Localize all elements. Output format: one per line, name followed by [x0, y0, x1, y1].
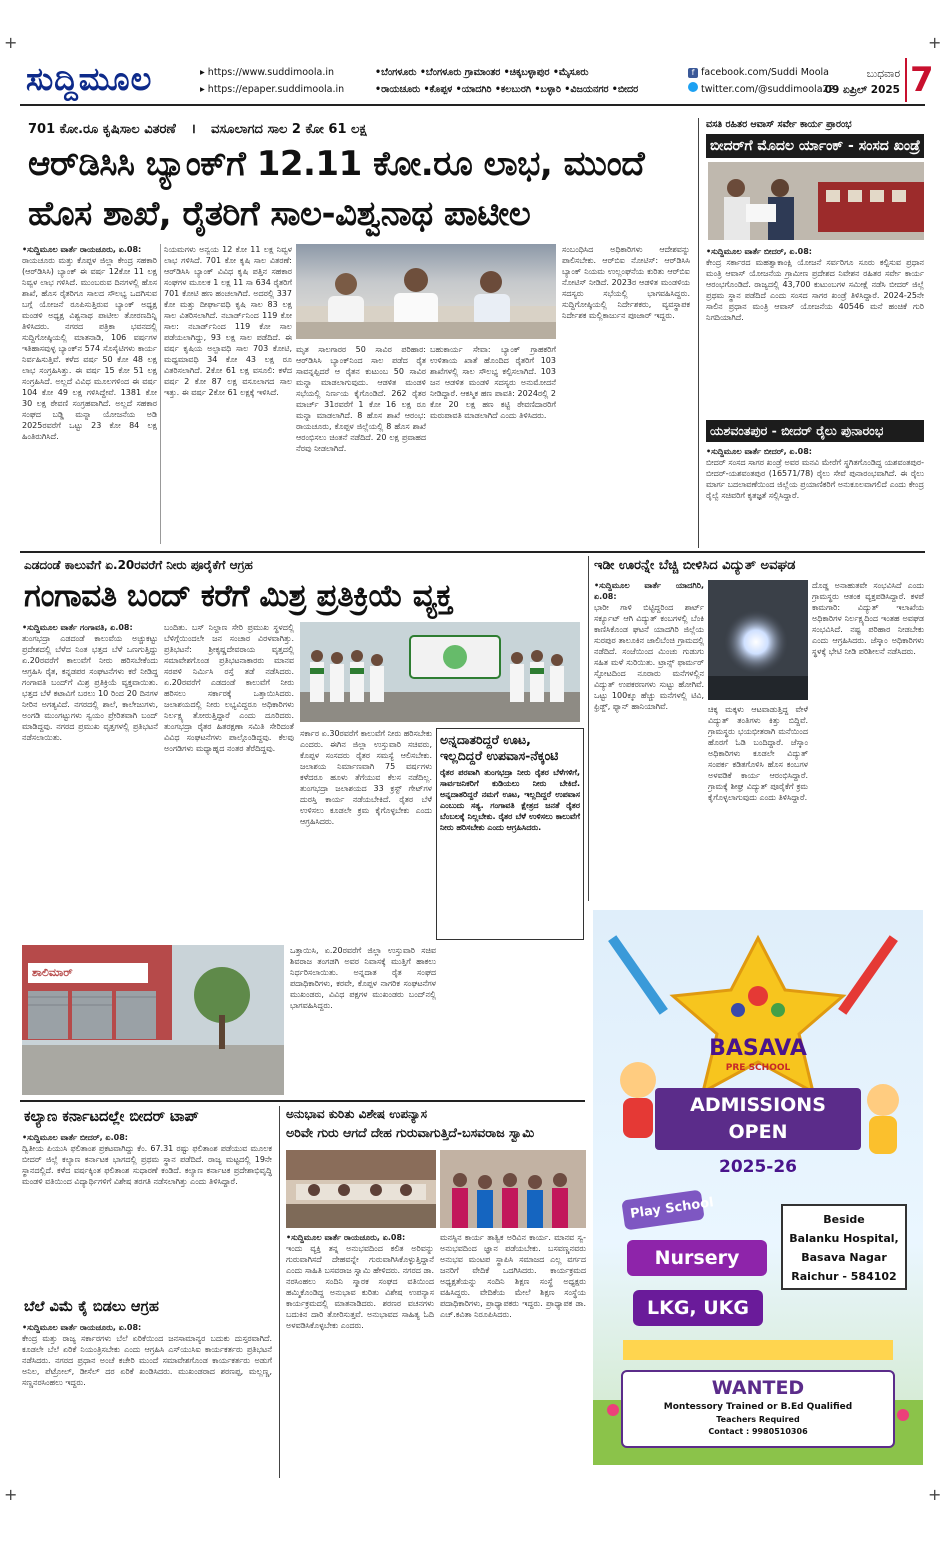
registration-mark: +	[4, 33, 18, 52]
cities-line-2: •ರಾಯಚೂರು •ಕೊಪ್ಪಳ •ಯಾದಗಿರಿ •ಕಲಬುರಗಿ •ಬಳ್ಳಾರಿ •ವಿಜಯನಗರ •ಬೀದರ	[375, 84, 639, 95]
masthead	[20, 58, 934, 106]
edition-cities	[375, 64, 638, 98]
power-byline: •ಸುದ್ದಿಮೂಲ ವಾರ್ತೆ ಯಾದಗಿರಿ, ಏ.08:	[594, 581, 704, 601]
gangavati-body-3: ಸರ್ಕಾರ ಏ.30ರವರೆಗೆ ಕಾಲುವೆಗೆ ನೀರು ಹರಿಸಬೇಕು ಎಂದರು. ಈಗಿನ ಜಿಲ್ಲಾ ಉಸ್ತುವಾರಿ ಸಚಿವರು, ಕೊಪ್ಪಳ ಸಂಸದರು ರೈತರ ಸಮಸ್ಯೆ ಆಲಿಸಬೇಕು. ಜಲಾಶಯ ನಿರ್ಮಾಣವಾಗಿ 75 ವರ್ಷಗಳು ಕಳೆದರೂ ಹೂಳು ತೆಗೆಯುವ ಕೆಲಸ ನಡೆದಿಲ್ಲ. ತುಂಗಭದ್ರಾ ಜಲಾಶಯದ 33 ಕ್ರಸ್ಟ್ ಗೇಟ್‌ಗಳ ದುರಸ್ತಿ ಕಾರ್ಯ ನಡೆಯಬೇಕಿದೆ. ರೈತರ ಬೆಳೆ ಉಳಿಸಲು ಕೂಡಲೇ ಕ್ರಮ ಕೈಗೊಳ್ಳಬೇಕು ಎಂದು ಆಗ್ರಹಿಸಿದರು.	[300, 729, 432, 826]
gangavati-column-2	[164, 622, 294, 940]
bidar-story	[706, 246, 924, 410]
power-body-2: ದೊಡ್ಡ ಅನಾಹುತವೇ ಸಂಭವಿಸಿದೆ ಎಂದು ಗ್ರಾಮಸ್ಥರು ಆತಂಕ ವ್ಯಕ್ತಪಡಿಸಿದ್ದಾರೆ. ಕಳಪೆ ಕಾಮಗಾರಿ: ವಿದ್ಯುತ್ ಇಲಾಖೆಯ ಅಧಿಕಾರಿಗಳ ನಿರ್ಲಕ್ಷ್ಯದಿಂದ ಇಂತಹ ಅವಘಡ ಸಂಭವಿಸಿದೆ. ನಷ್ಟ ಪರಿಹಾರ ನೀಡಬೇಕು ಎಂದು ಆಗ್ರಹಿಸಿದರು. ಜೆಸ್ಕಾಂ ಅಧಿಕಾರಿಗಳು ಸ್ಥಳಕ್ಕೆ ಭೇಟಿ ನೀಡಿ ಪರಿಶೀಲನೆ ನಡೆಸಿದರು.	[812, 581, 924, 656]
section-divider	[279, 1106, 280, 1478]
lecture-photo-art	[286, 1150, 436, 1228]
lead-kicker	[28, 118, 688, 139]
ad-nursery: Nursery	[654, 1247, 740, 1269]
gangavati-column-4	[290, 945, 436, 1095]
twitter-icon	[688, 82, 698, 92]
lead-body-4: ಬಹುಕಾರ್ಯ ಸೇವಾ: ಬ್ಯಾಂಕ್ ಗ್ರಾಹಕರಿಗೆ ಉಳಿತಾಯ ಖಾತೆ ಹೊಂದಿದ ರೈತರಿಗೆ 103 ಶಾಖೆಗಳಲ್ಲಿ ಸಾಲ ಸೌಲಭ್ಯ ಕಲ್ಪಿಸಲಾಗಿದೆ. 103 ಜನ ಆಡಳಿತ ಮಂಡಳಿ ಸದಸ್ಯರು ಅನುಮೋದನೆ ನೀಡಿದ್ದಾರೆ. ಆಕಸ್ಮಿಕ ಹಣ ಪಾವತಿ: 2024ರಲ್ಲಿ 2 ಕೋ 20 ಲಕ್ಷ ಹಣ ಕಟ್ಟಿ ಠೇವಣಿದಾರರಿಗೆ ಮರುಪಾವತಿ ಮಾಡಲಾಗಿದೆ ಎಂದು ತಿಳಿಸಿದರು.	[430, 345, 556, 420]
registration-mark: +	[928, 33, 942, 52]
lecture-byline: •ಸುದ್ದಿಮೂಲ ವಾರ್ತೆ ರಾಯಚೂರು, ಏ.08:	[286, 1233, 406, 1242]
kalyan-byline: •ಸುದ್ದಿಮೂಲ ವಾರ್ತೆ ಬೀದರ್, ಏ.08:	[22, 1133, 128, 1142]
lecture-body-1: ಇಂದು ವ್ಯಕ್ತಿ ತನ್ನ ಅನುಭವದಿಂದ ಕಲಿತ ಅರಿವನ್ನು ಗುರುವಾಗಿಸದೆ ದೇಹವನ್ನೇ ಗುರುವಾಗಿಸಿಕೊಳ್ಳುತ್ತಿದ್ದಾನೆ ಎಂದು ಸಾಹಿತಿ ಬಸವರಾಜ ಸ್ವಾಮಿ ಹೇಳಿದರು. ನಗರದ ಡಾ. ನರಸಿಂಹಲು ಸಂದಿನಿ ಸ್ಮಾರಕ ಸಂಘದ ವತಿಯಿಂದ ಹಮ್ಮಿಕೊಂಡಿದ್ದ ಅನುಭಾವ ಕುರಿತು ವಿಶೇಷ ಉಪನ್ಯಾಸ ಕಾರ್ಯಕ್ರಮದಲ್ಲಿ ಮಾತನಾಡಿದರು. ಶರಣರ ವಚನಗಳು ಬದುಕಿನ ದಾರಿ ತೋರಿಸುತ್ತವೆ. ಅನುಭಾವದ ಸಾಹಿತ್ಯ ಓದಿ ಅಳವಡಿಸಿಕೊಳ್ಳಬೇಕು ಎಂದರು.	[286, 1244, 434, 1330]
kalyan-story	[22, 1132, 272, 1292]
lead-kicker-1: 701 ಕೋ.ರೂ ಕೃಷಿಸಾಲ ವಿತರಣೆ	[28, 122, 176, 137]
masthead-urls: ▸ https://www.suddimoola.in ▸ https://epaper.suddimoola.in	[200, 67, 345, 95]
section-rule	[20, 1100, 585, 1102]
lead-byline: •ಸುದ್ದಿಮೂಲ ವಾರ್ತೆ ರಾಯಚೂರು, ಏ.08:	[22, 245, 142, 254]
registration-mark: +	[928, 1485, 942, 1504]
gangavati-column-3	[300, 728, 432, 940]
lead-body-3: ಮೃತ ಸಾಲಗಾರರ 50 ಸಾವಿರ ಪರಿಹಾರ: ಆರ್‌ಡಿಸಿಸಿ ಬ್ಯಾಂಕ್‌ನಿಂದ ಸಾಲ ಪಡೆದ ರೈತ ಸಾವನ್ನಪ್ಪಿದರೆ ಆ ರೈತನ ಕುಟುಂಬ 50 ಸಾವಿರ ಮನ್ನಾ ಮಾಡಲಾಗುವುದು. ಆಡಳಿತ ಮಂಡಳಿ ಸಭೆಯಲ್ಲಿ ನಿರ್ಣಯ ಕೈಗೊಂಡಿದೆ. 262 ರೈತರ ಮಾರ್ಚ್ 31ರವರೆಗೆ 1 ಕೋ 16 ಲಕ್ಷ ರೂ ಮನ್ನಾ ಮಾಡಲಾಗಿದೆ. 8 ಹೊಸ ಶಾಖೆ ಆರಂಭ: ರಾಯಚೂರು, ಕೊಪ್ಪಳ ಜಿಲ್ಲೆಯಲ್ಲಿ 8 ಹೊಸ ಶಾಖೆ ಆರಂಭಿಸಲು ಚಿಂತನೆ ನಡೆದಿದೆ. 20 ಲಕ್ಷ ಪ್ರವಾಹದ ನೆರವು ನೀಡಲಾಗಿದೆ.	[296, 345, 426, 453]
section-divider	[698, 118, 699, 548]
section-rule	[20, 551, 925, 553]
gangavati-body-2: ಬಂದಿತು. ಬಸ್ ನಿಲ್ದಾಣ ಸೇರಿ ಪ್ರಮುಖ ಸ್ಥಳದಲ್ಲಿ ಬೆಳಿಗ್ಗೆಯಿಂದಲೇ ಜನ ಸಂಚಾರ ವಿರಳವಾಗಿತ್ತು. ಪ್ರತಿಭಟನೆ: ಶ್ರೀಕೃಷ್ಣದೇವರಾಯ ವೃತ್ತದಲ್ಲಿ ಸಮಾವೇಶಗೊಂಡ ಪ್ರತಿಭಟನಾಕಾರರು ಮಾನವ ಸರಪಳಿ ನಿರ್ಮಿಸಿ ರಸ್ತೆ ತಡೆ ನಡೆಸಿದರು. ಏ.20ರವರೆಗೆ ಎಡದಂಡೆ ಕಾಲುವೆಗೆ ನೀರು ಹರಿಸಲು ಸರ್ಕಾರಕ್ಕೆ ಒತ್ತಾಯಿಸಿದರು. ಜಲಾಶಯದಲ್ಲಿ ನೀರು ಲಭ್ಯವಿದ್ದರೂ ಅಧಿಕಾರಿಗಳು ನಿರ್ಲಕ್ಷ್ಯ ತೋರುತ್ತಿದ್ದಾರೆ ಎಂದು ದೂರಿದರು. ತುಂಗಭದ್ರಾ ರೈತರ ಹಿತರಕ್ಷಣಾ ಸಮಿತಿ ಸೇರಿದಂತೆ ವಿವಿಧ ಸಂಘಟನೆಗಳು ಪಾಲ್ಗೊಂಡಿದ್ದವು. ಕೆಲವು ಅಂಗಡಿಗಳು ಮಧ್ಯಾಹ್ನದ ನಂತರ ತೆರೆದಿದ್ದವು.	[164, 623, 294, 753]
ad-address-4: Raichur - 584102	[791, 1270, 897, 1283]
website-link[interactable]: https://www.suddimoola.in	[207, 67, 334, 78]
registration-mark: +	[4, 1485, 18, 1504]
ad-wanted-box	[621, 1370, 895, 1448]
train-restart-headline: ಯಶವಂತಪುರ - ಬೀದರ್ ರೈಲು ಪುನಾರಂಭ	[706, 420, 924, 442]
ad-brand: BASAVA	[709, 1036, 807, 1061]
press-meet-photo-art	[296, 244, 556, 339]
epaper-link[interactable]: https://epaper.suddimoola.in	[207, 84, 345, 95]
lead-column-2	[164, 244, 292, 544]
ad-subtitle: PRE SCHOOL	[725, 1063, 791, 1073]
bidar-byline: •ಸುದ್ದಿಮೂಲ ವಾರ್ತೆ ಬೀದರ್, ಏ.08:	[706, 247, 812, 256]
column-divider	[160, 244, 161, 544]
protest-photo	[300, 622, 580, 722]
bidar-mp-photo-art	[708, 162, 924, 240]
ad-play-school: Play School	[629, 1195, 715, 1222]
cities-line-1: •ಬೆಂಗಳೂರು •ಬೆಂಗಳೂರು ಗ್ರಾಮಾಂತರ •ಚಿಕ್ಕಬಳ್ಳಾಪುರ •ಮೈಸೂರು	[375, 67, 589, 78]
power-body-1: ಭಾರೀ ಗಾಳಿ ಬಿಟ್ಟಿದ್ದರಿಂದ ಶಾರ್ಟ್ ಸರ್ಕ್ಯೂಟ್ ಆಗಿ ವಿದ್ಯುತ್ ಕಂಬಗಳಲ್ಲಿ ಬೆಂಕಿ ಕಾಣಿಸಿಕೊಂಡ ಘಟನೆ ಯಾದಗಿರಿ ಜಿಲ್ಲೆಯ ಸುರಪುರ ತಾಲೂಕಿನ ಜಾಲಿಬೆಂಚಿ ಗ್ರಾಮದಲ್ಲಿ ನಡೆದಿದೆ. ಸಂಜೆಯಿಂದ ಮಿಂಚು ಗುಡುಗು ಸಹಿತ ಮಳೆ ಸುರಿಯಿತು. ಟ್ರಾನ್ಸ್ ಫಾರ್ಮರ್ ಸ್ಫೋಟದಿಂದ ನೂರಾರು ಮನೆಗಳಲ್ಲಿನ ವಿದ್ಯುತ್ ಉಪಕರಣಗಳು ಸುಟ್ಟು ಹೋಗಿವೆ. ಒಟ್ಟು 100ಕ್ಕೂ ಹೆಚ್ಚು ಮನೆಗಳಲ್ಲಿ ಟಿವಿ, ಫ್ರಿಡ್ಜ್, ಫ್ಯಾನ್ ಹಾನಿಯಾಗಿವೆ.	[594, 603, 704, 711]
insurance-byline: •ಸುದ್ದಿಮೂಲ ವಾರ್ತೆ ರಾಯಚೂರು, ಏ.08:	[22, 1323, 142, 1332]
bidar-mp-photo	[708, 162, 924, 240]
lead-headline-1: ಆರ್‌ಡಿಸಿಸಿ ಬ್ಯಾಂಕ್‌ಗೆ 12.11 ಕೋ.ರೂ ಲಾಭ, ಮುಂದೆ	[28, 144, 645, 184]
insurance-body: ಕೇಂದ್ರ ಮತ್ತು ರಾಜ್ಯ ಸರ್ಕಾರಗಳು ಬೆಲೆ ಏರಿಕೆಯಿಂದ ಜನಸಾಮಾನ್ಯರ ಬದುಕು ದುಸ್ತರವಾಗಿದೆ. ಕೂಡಲೇ ಬೆಲೆ ಏರಿಕೆ ನಿಯಂತ್ರಿಸಬೇಕು ಎಂದು ಆಗ್ರಹಿಸಿ ಎಸ್‌ಯುಸಿಐ ಕಾರ್ಯಕರ್ತರು ಪ್ರತಿಭಟನೆ ನಡೆಸಿದರು. ನಗರದ ಪ್ರಧಾನ ಅಂಚೆ ಕಚೇರಿ ಮುಂದೆ ಸಮಾವೇಶಗೊಂಡ ಕಾರ್ಯಕರ್ತರು ಅಡುಗೆ ಅನಿಲ, ಪೆಟ್ರೋಲ್, ಡೀಸೆಲ್ ದರ ಏರಿಕೆ ಖಂಡಿಸಿದರು. ಮುಖಂಡರಾದ ಶರಣಪ್ಪ, ಮಲ್ಲಣ್ಣ, ಸಣ್ಣನರಸಿಂಹಲು ಇದ್ದರು.	[22, 1334, 272, 1387]
gangavati-body-4: ಒತ್ತಾಯಿಸಿ, ಏ.20ರವರೆಗೆ ಜಿಲ್ಲಾ ಉಸ್ತುವಾರಿ ಸಚಿವ ಶಿವರಾಜ ತಂಗಡಗಿ ಅವರ ನಿವಾಸಕ್ಕೆ ಮುತ್ತಿಗೆ ಹಾಕಲು ನಿರ್ಧರಿಸಲಾಯಿತು. ಅನ್ನದಾತ ರೈತ ಸಂಘದ ಪದಾಧಿಕಾರಿಗಳು, ಕರವೇ, ಕೊಪ್ಪಳ ನಾಗರಿಕ ಸಂಘಟನೆಗಳ ಮುಖಂಡರು, ವಿವಿಧ ಪಕ್ಷಗಳ ಮುಖಂಡರು ಬಂದ್‌ನಲ್ಲಿ ಭಾಗವಹಿಸಿದ್ದರು.	[290, 946, 436, 1010]
bidar-body: ಕೇಂದ್ರ ಸರ್ಕಾರದ ಮಹತ್ವಾಕಾಂಕ್ಷಿ ಯೋಜನೆ ಸರ್ವರಿಗೂ ಸೂರು ಕಲ್ಪಿಸುವ ಪ್ರಧಾನ ಮಂತ್ರಿ ಆವಾಸ್ ಯೋಜನೆಯ ಗ್ರಾಮೀಣ ಪ್ರದೇಶದ ನಿವೇಶನ ರಹಿತರ ಸರ್ವೇ ಕಾರ್ಯ ಆರಂಭಗೊಂಡಿದೆ. ರಾಜ್ಯದಲ್ಲಿ 43,700 ಕುಟುಂಬಗಳ ಸಮೀಕ್ಷೆ ನಡೆಸಿ ಬೀದರ್ ಜಿಲ್ಲೆ ಪ್ರಥಮ ಸ್ಥಾನ ಪಡೆದಿದೆ ಎಂದು ಸಂಸದ ಸಾಗರ ಖಂಡ್ರೆ ತಿಳಿಸಿದ್ದಾರೆ. 2024-25ನೇ ಸಾಲಿನ ಪ್ರಧಾನ ಮಂತ್ರಿ ಆವಾಸ್ ಯೋಜನೆಯ 40546 ಮನೆ ಹಂಚಿಕೆ ಗುರಿ ನಿಗದಿಯಾಗಿದೆ.	[706, 258, 924, 322]
admissions-text-1: ADMISSIONS	[690, 1094, 826, 1116]
power-column-1	[594, 580, 704, 805]
page-number: 7	[905, 58, 927, 102]
bidar-headline: ಬೀದರ್‌ಗೆ ಮೊದಲ ರ್ಯಾಂಕ್ - ಸಂಸದ ಖಂಡ್ರೆ	[706, 134, 924, 158]
ad-wanted: WANTED	[711, 1377, 805, 1399]
lead-kicker-2: ವಸೂಲಾಗದ ಸಾಲ 2 ಕೋ 61 ಲಕ್ಷ	[210, 122, 367, 137]
lead-column-4	[430, 344, 556, 544]
train-restart-story	[706, 446, 924, 546]
lecture-kicker: ಅನುಭಾವ ಕುರಿತು ವಿಶೇಷ ಉಪನ್ಯಾಸ	[286, 1107, 427, 1121]
ad-wanted-sub: Montessory Trained or B.Ed Qualified	[663, 1402, 853, 1412]
kalyan-headline: ಕಲ್ಯಾಣ ಕರ್ನಾಟದಲ್ಲೇ ಬೀದರ್ ಟಾಪ್	[24, 1109, 199, 1125]
power-column-2	[812, 580, 924, 805]
insurance-story	[22, 1322, 272, 1478]
farmer-box	[436, 728, 584, 940]
admissions-banner	[655, 1088, 861, 1150]
lead-column-3	[296, 344, 426, 544]
ad-lkg-ukg: LKG, UKG	[646, 1297, 749, 1319]
facebook-link[interactable]: facebook.com/Suddi Moola	[701, 67, 829, 78]
press-meet-photo	[296, 244, 556, 339]
power-column-3	[708, 704, 808, 804]
lead-body-2: ನಿಯಮಗಳು ಅನ್ವಯ 12 ಕೋ 11 ಲಕ್ಷ ನಿವ್ವಳ ಲಾಭ ಗಳಿಸಿದೆ. 701 ಕೋ ಕೃಷಿ ಸಾಲ ವಿತರಣೆ: ಆರ್‌ಡಿಸಿಸಿ ಬ್ಯಾಂಕ್ ವಿವಿಧ ಕೃಷಿ ಪತ್ತಿನ ಸಹಕಾರ ಸಂಘಗಳ ಮೂಲಕ 1 ಲಕ್ಷ 11 ಸಾ 634 ರೈತರಿಗೆ 701 ಕೋಟಿ ಹಣ ಹಂಚಲಾಗಿದೆ. ಅದರಲ್ಲಿ 337 ಕೋ ಮತ್ತು ದೀರ್ಘಾವಧಿ ಕೃಷಿ ಸಾಲ 83 ಲಕ್ಷ ಸಾಲ ವಿತರಿಸಲಾಗಿದೆ. ನಬಾರ್ಡ್‌ನಿಂದ 119 ಕೋ ಸಾಲ: ನಬಾರ್ಡ್‌ನಿಂದ 119 ಕೋ ಸಾಲ ಪಡೆಯಲಾಗಿದ್ದು, 93 ಲಕ್ಷ ಸಾಲ ಪಡೆದಿದೆ. ಈ ವರ್ಷ ಕೃಷಿಯ ಅಲ್ಪಾವಧಿ ಸಾಲ 703 ಕೋಟಿ, ಮಧ್ಯಮಾವಧಿ 34 ಕೋ 43 ಲಕ್ಷ ರೂ ವಿತರಿಸಲಾಗಿದೆ. 2ಕೋ 61 ಲಕ್ಷ ವಸೂಲಿ: ಕಳೆದ ವರ್ಷ 2 ಕೋ 87 ಲಕ್ಷ ವಸೂಲಾಗದ ಸಾಲ ಇತ್ತು. ಈ ವರ್ಷ 2ಕೋ 61 ಲಕ್ಷಕ್ಕೆ ಇಳಿಸಿದೆ.	[164, 245, 292, 397]
newspaper-logo: ಸುದ್ದಿಮೂಲ	[26, 60, 153, 98]
lead-headline-2: ಹೊಸ ಶಾಖೆ, ರೈತರಿಗೆ ಸಾಲ-ವಿಶ್ವನಾಥ ಪಾಟೀಲ	[28, 194, 531, 234]
lecture-column-1	[286, 1232, 434, 1478]
ad-year: 2025-26	[718, 1157, 798, 1177]
shop-sign-text: ಶಾಲಿಮಾರ್	[32, 966, 73, 979]
train-restart-body: ಬೀದರ್ ಸಂಸದ ಸಾಗರ ಖಂಡ್ರೆ ಅವರ ಮನವಿ ಮೇರೆಗೆ ಸ್ಥಗಿತಗೊಂಡಿದ್ದ ಯಶವಂತಪುರ-ಬೀದರ್-ಯಶವಂತಪುರ (16571/78) ರೈಲು ಸೇವೆ ಪುನಾರಂಭವಾಗಿದೆ. ಈ ರೈಲು ಮಾರ್ಗ ಬದಲಾವಣೆಯಿಂದ ಜಿಲ್ಲೆಯ ಪ್ರಯಾಣಿಕರಿಗೆ ಅನುಕೂಲವಾಗಲಿದೆ ಎಂದು ಕೇಂದ್ರ ರೈಲ್ವೆ ಸಚಿವರಿಗೆ ಕೃತಜ್ಞತೆ ಸಲ್ಲಿಸಿದ್ದಾರೆ.	[706, 458, 924, 500]
fire-photo-art	[708, 580, 808, 700]
bandh-street-photo	[22, 945, 284, 1095]
audience-photo	[440, 1150, 586, 1228]
lead-body-5: ಸಂಬಂಧಿಸಿದ ಅಧಿಕಾರಿಗಳು ಆದೇಶವನ್ನು ಪಾಲಿಸಬೇಕು. ಆರ್‌ಬಿಐ ನೋಟಿಸ್: ಆರ್‌ಡಿಸಿಸಿ ಬ್ಯಾಂಕ್ ನಿಯಮ ಉಲ್ಲಂಘನೆಯ ಕುರಿತು ಆರ್‌ಬಿಐ ನೋಟಿಸ್ ನೀಡಿದೆ. 2023ರ ಆಡಳಿತ ಮಂಡಳಿಯ ಸದಸ್ಯರು ಸಭೆಯಲ್ಲಿ ಭಾಗವಹಿಸಿದ್ದರು. ಸುದ್ದಿಗೋಷ್ಠಿಯಲ್ಲಿ ನಿರ್ದೇಶಕರು, ವ್ಯವಸ್ಥಾಪಕ ನಿರ್ದೇಶಕ ಮಲ್ಲಿಕಾರ್ಜುನ ಪೂಜಾರ್ ಇದ್ದರು.	[562, 245, 690, 320]
farmer-box-body: ರೈತರ ಪರವಾಗಿ ತುಂಗಭದ್ರಾ ನೀರು ರೈತರ ಬೆಳೆಗಳಿಗೆ, ಸಾರ್ವಜನಿಕರಿಗೆ ಕುಡಿಯಲು ನೀರು ಬೇಕಿದೆ. ಅನ್ನದಾತರಿದ್ದರೆ ನಮಗೆ ಊಟ, ಇಲ್ಲದಿದ್ದರೆ ಉಪವಾಸ ಎಂಬುದು ಸತ್ಯ. ಗಂಗಾವತಿ ಕ್ಷೇತ್ರದ ಜನತೆ ರೈತರ ಬೆಂಬಲಕ್ಕೆ ನಿಲ್ಲಬೇಕು. ರೈತರ ಬೆಳೆ ಉಳಿಸಲು ಕಾಲುವೆಗೆ ನೀರು ಹರಿಸಬೇಕು ಎಂದು ಆಗ್ರಹಿಸಿದರು.	[440, 768, 580, 832]
issue-date: 09 ಏಪ್ರಿಲ್ 2025	[824, 84, 900, 96]
weekday: ಬುಧವಾರ	[866, 68, 900, 80]
ad-address-2: Balanku Hospital,	[789, 1232, 899, 1245]
fire-photo	[708, 580, 808, 700]
ad-teachers: Teachers Required	[716, 1415, 800, 1424]
lead-column-1	[22, 244, 157, 544]
lead-kicker-sep: ।	[190, 122, 196, 137]
facebook-icon: f	[688, 68, 698, 78]
gangavati-body-1: ತುಂಗಭದ್ರಾ ಎಡದಂಡೆ ಕಾಲುವೆಯ ಅಚ್ಚುಕಟ್ಟು ಪ್ರದೇಶದಲ್ಲಿ ಬೆಳೆದ ನಿಂತ ಭತ್ತದ ಬೆಳೆ ಒಣಗುತ್ತಿದ್ದು ಏ.20ರವರೆಗೆ ಕಾಲುವೆಗೆ ನೀರು ಹರಿಸಬೇಕೆಂದು ಆಗ್ರಹಿಸಿ ರೈತ, ಕನ್ನಡಪರ ಸಂಘಟನೆಗಳು ಕರೆ ನೀಡಿದ್ದ ಗಂಗಾವತಿ ಬಂದ್‌ಗೆ ಮಿಶ್ರ ಪ್ರತಿಕ್ರಿಯೆ ವ್ಯಕ್ತವಾಯಿತು. ಭತ್ತದ ಬೆಳೆ ಕಟಾವಿಗೆ ಬರಲು 10 ರಿಂದ 20 ದಿನಗಳ ನೀರಿನ ಅಗತ್ಯವಿದೆ. ನಗರದಲ್ಲಿ ಶಾಲೆ, ಕಾಲೇಜುಗಳು, ಅಂಗಡಿ ಮುಂಗಟ್ಟುಗಳು ಸ್ವಯಂ ಪ್ರೇರಿತವಾಗಿ ಬಂದ್ ಮಾಡಿದ್ದವು. ನಗರದ ಪ್ರಮುಖ ವೃತ್ತಗಳಲ್ಲಿ ಪ್ರತಿಭಟನೆ ನಡೆಸಲಾಯಿತು.	[22, 634, 158, 742]
farmer-box-headline-2: ಇಲ್ಲದಿದ್ದರೆ ಉಪವಾಸ-ನೆಕ್ಕಂಟಿ	[440, 748, 559, 763]
kalyan-body: ದ್ವಿತೀಯ ಪಿಯುಸಿ ಫಲಿತಾಂಶ ಪ್ರಕಟವಾಗಿದ್ದು ಕೆಂ. 67.31 ರಷ್ಟು ಫಲಿತಾಂಶ ಪಡೆಯುವ ಮೂಲಕ ಬೀದರ್ ಜಿಲ್ಲೆ ಕಲ್ಯಾಣ ಕರ್ನಾಟಕ ಭಾಗದಲ್ಲಿ ಪ್ರಥಮ ಸ್ಥಾನ ಪಡೆದಿದೆ. ರಾಜ್ಯ ಮಟ್ಟದಲ್ಲಿ 19ನೇ ಸ್ಥಾನದಲ್ಲಿದೆ. ಕಳೆದ ವರ್ಷಕ್ಕಿಂತ ಫಲಿತಾಂಶ ಸುಧಾರಣೆ ಕಂಡಿದೆ. ಕಲ್ಯಾಣ ಕರ್ನಾಟಕ ಪ್ರದೇಶಾಭಿವೃದ್ಧಿ ಮಂಡಳಿ ವತಿಯಿಂದ ವಿದ್ಯಾರ್ಥಿಗಳಿಗೆ ವಿಶೇಷ ತರಗತಿ ನಡೆಸಲಾಗಿತ್ತು ಎಂದು ತಿಳಿಸಿದ್ದಾರೆ.	[22, 1144, 272, 1186]
insurance-headline: ಬೆಲೆ ವಿಮೆ ಕೈ ಬಿಡಲು ಆಗ್ರಹ	[24, 1299, 159, 1315]
lecture-column-2	[440, 1232, 586, 1478]
gangavati-kicker: ಎಡದಂಡೆ ಕಾಲುವೆಗೆ ಏ.20ರವರೆಗೆ ನೀರು ಪೂರೈಕೆಗೆ ಆಗ್ರಹ	[24, 558, 253, 572]
gangavati-byline: •ಸುದ್ದಿಮೂಲ ವಾರ್ತೆ ಗಂಗಾವತಿ, ಏ.08:	[22, 623, 133, 632]
twitter-link[interactable]: twitter.com/@suddimoola22	[701, 84, 835, 95]
power-body-3: ಚಿಕ್ಕ ಮಕ್ಕಳು ಆಟವಾಡುತ್ತಿದ್ದ ವೇಳೆ ವಿದ್ಯುತ್ ತಂತಿಗಳು ಕಿತ್ತು ಬಿದ್ದಿವೆ. ಗ್ರಾಮಸ್ಥರು ಭಯಭೀತರಾಗಿ ಮನೆಯಿಂದ ಹೊರಗೆ ಓಡಿ ಬಂದಿದ್ದಾರೆ. ಜೆಸ್ಕಾಂ ಅಧಿಕಾರಿಗಳು ಕೂಡಲೇ ವಿದ್ಯುತ್ ಸಂಪರ್ಕ ಕಡಿತಗೊಳಿಸಿ ಹೊಸ ಕಂಬಗಳ ಅಳವಡಿಕೆ ಕಾರ್ಯ ಆರಂಭಿಸಿದ್ದಾರೆ. ಗ್ರಾಮಕ್ಕೆ ಶೀಘ್ರ ವಿದ್ಯುತ್ ಪೂರೈಕೆಗೆ ಕ್ರಮ ಕೈಗೊಳ್ಳಲಾಗುವುದು ಎಂದು ತಿಳಿಸಿದ್ದಾರೆ.	[708, 705, 808, 802]
gangavati-column-1	[22, 622, 158, 940]
basava-preschool-ad[interactable]	[593, 910, 923, 1465]
lead-body-1: ರಾಯಚೂರು ಮತ್ತು ಕೊಪ್ಪಳ ಜಿಲ್ಲಾ ಕೇಂದ್ರ ಸಹಕಾರಿ (ಆರ್‌ಡಿಸಿಸಿ) ಬ್ಯಾಂಕ್ ಈ ವರ್ಷ 12ಕೋ 11 ಲಕ್ಷ ನಿವ್ವಳ ಲಾಭ ಗಳಿಸಿದೆ. ಮುಂಬರುವ ದಿನಗಳಲ್ಲಿ ಹೊಸ ಶಾಖೆ, ಹೊಸ ರೈತರಿಗೂ ಸಾಲದ ಸೌಲಭ್ಯ ಒದಗಿಸುವ ಬಗ್ಗೆ ಯೋಜನೆ ರೂಪಿಸುತ್ತಿರುವ ಬ್ಯಾಂಕ್ ಅಧ್ಯಕ್ಷ ಮಂಡಳಿ ಅಧ್ಯಕ್ಷ ವಿಶ್ವನಾಥ ಪಾಟೀಲ ತೋರಣದಿನ್ನಿ ತಿಳಿಸಿದರು. ನಗರದ ಪತ್ರಿಕಾ ಭವನದಲ್ಲಿ ಸುದ್ದಿಗೋಷ್ಠಿಯಲ್ಲಿ ಮಾತನಾಡಿ, 106 ವರ್ಷಗಳ ಇತಿಹಾಸವುಳ್ಳ ಬ್ಯಾಂಕ್‌ನ 574 ಸೊಸೈಟಿಗಳು ಕಾರ್ಯ ನಿರ್ವಹಿಸುತ್ತಿವೆ. ಕಳೆದ ವರ್ಷ 50 ಕೋ 48 ಲಕ್ಷ ಲಾಭ ಸಂಗ್ರಹಿಸಿತ್ತು. ಈ ವರ್ಷ 15 ಕೋ 51 ಲಕ್ಷ ಸಂಗ್ರಹಿಸಿದೆ. ಅಲ್ಲದೆ ವಿವಿಧ ಮೂಲಗಳಿಂದ ಈ ವರ್ಷ 104 ಕೋ 49 ಲಕ್ಷ ಗಳಿಸಿದ್ದೇವೆ. 1381 ಕೋ 30 ಲಕ್ಷ ಠೇವಣಿ ಸಂಗ್ರಹವಾಗಿದೆ. ಅಲ್ಲದೆ ಸಹಕಾರ ಸಂಘದ ಬಡ್ಡಿ ಮನ್ನಾ ಯೋಜನೆಯ ಅಡಿ 2025ರವರೆಗೆ ಒಟ್ಟು 23 ಕೋ 84 ಲಕ್ಷ ಹಿಂತಿರುಗಿಸಿದೆ.	[22, 256, 157, 441]
section-divider	[588, 556, 589, 901]
lecture-headline: ಅರಿವೇ ಗುರು ಆಗದೆ ದೇಹ ಗುರುವಾಗುತ್ತಿದೆ-ಬಸವರಾಜ ಸ್ವಾಮಿ	[286, 1125, 535, 1140]
farmer-box-headline-1: ಅನ್ನದಾತರಿದ್ದರೆ ಊಟ,	[440, 732, 531, 747]
gangavati-headline: ಗಂಗಾವತಿ ಬಂದ್ ಕರೆಗೆ ಮಿಶ್ರ ಪ್ರತಿಕ್ರಿಯೆ ವ್ಯಕ್ತ	[24, 578, 453, 614]
bidar-kicker: ವಸತಿ ರಹಿತರ ಆವಾಸ್ ಸರ್ವೇ ಕಾರ್ಯ ಪ್ರಾರಂಭ	[706, 119, 852, 130]
ad-contact: Contact : 9980510306	[708, 1427, 808, 1436]
train-restart-byline: •ಸುದ್ದಿಮೂಲ ವಾರ್ತೆ ಬೀದರ್, ಏ.08:	[706, 447, 812, 456]
ad-address-box	[781, 1204, 907, 1290]
ad-address-3: Basava Nagar	[801, 1251, 887, 1264]
protest-photo-art	[300, 622, 580, 722]
lecture-photo	[286, 1150, 436, 1228]
lead-column-5	[562, 244, 690, 544]
ad-address-1: Beside	[823, 1213, 865, 1226]
audience-photo-art	[440, 1150, 586, 1228]
admissions-text-2: OPEN	[728, 1121, 788, 1143]
date-block	[810, 66, 900, 98]
lecture-body-2: ಮನಸ್ಸಿನ ಕಾರ್ಯ ತಾತ್ವಿಕ ಅರಿವಿನ ಕಾರ್ಯ. ಮಾನವ ಸ್ವ-ಅನುಭವದಿಂದ ಜ್ಞಾನ ಪಡೆಯಬೇಕು. ಬಸವಣ್ಣನವರು ಅನುಭವ ಮಂಟಪ ಸ್ಥಾಪಿಸಿ ಸಮಾಜದ ಎಲ್ಲ ವರ್ಗದ ಜನರಿಗೆ ವೇದಿಕೆ ಒದಗಿಸಿದರು. ಕಾರ್ಯಕ್ರಮದ ಅಧ್ಯಕ್ಷತೆಯನ್ನು ಸಂದಿನಿ ಶಿಕ್ಷಣ ಸಂಸ್ಥೆ ಅಧ್ಯಕ್ಷರು ವಹಿಸಿದ್ದರು. ವೇದಿಕೆಯ ಮೇಲೆ ಶಿಕ್ಷಣ ಸಂಸ್ಥೆಯ ಪದಾಧಿಕಾರಿಗಳು, ಪ್ರಾಧ್ಯಾಪಕರು ಇದ್ದರು. ಪ್ರಾಧ್ಯಾಪಕ ಡಾ. ಎಚ್.ಕವಿತಾ ನಿರೂಪಿಸಿದರು.	[440, 1233, 586, 1319]
power-headline: ಇಡೀ ಊರನ್ನೇ ಬೆಚ್ಚಿ ಬೀಳಿಸಿದ ವಿದ್ಯುತ್ ಅವಘಡ	[594, 558, 796, 573]
